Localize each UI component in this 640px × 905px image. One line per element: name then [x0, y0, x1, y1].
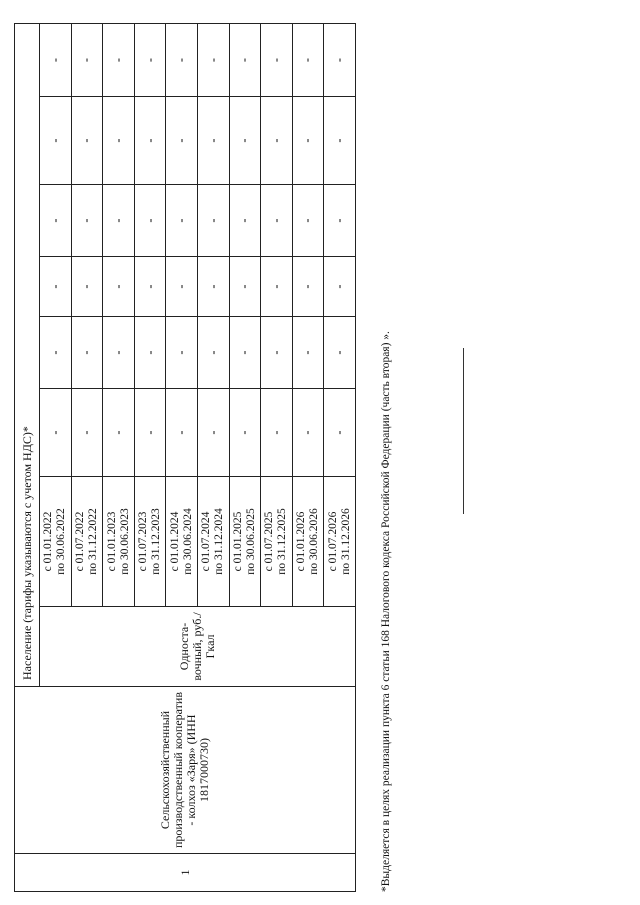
- tariff-value-cell: -: [324, 97, 356, 185]
- tariff-value-cell: -: [166, 23, 198, 96]
- tariff-value-cell: -: [166, 185, 198, 257]
- tariff-value-cell: -: [40, 23, 72, 96]
- tariff-value-cell: -: [71, 257, 103, 317]
- tariff-value-cell: -: [197, 185, 229, 257]
- tariff-value-cell: -: [261, 389, 293, 477]
- tariff-value-cell: -: [197, 317, 229, 389]
- tariff-value-cell: -: [40, 317, 72, 389]
- tariff-value-cell: -: [324, 389, 356, 477]
- tariff-value-cell: -: [71, 97, 103, 185]
- tariff-value-cell: -: [71, 23, 103, 96]
- tariff-value-cell: -: [261, 257, 293, 317]
- tariff-value-cell: -: [134, 317, 166, 389]
- period-to: по 31.12.2023: [150, 508, 163, 575]
- tariff-value-cell: -: [229, 317, 261, 389]
- section-header: Население (тарифы указываются с учетом НДС)*: [15, 23, 40, 686]
- period-to: по 31.12.2022: [86, 508, 99, 575]
- period-cell: [71, 477, 103, 607]
- tariff-value-cell: -: [261, 317, 293, 389]
- tariff-value-cell: -: [229, 185, 261, 257]
- tariff-value-cell: -: [166, 317, 198, 389]
- tariff-value-cell: -: [103, 257, 135, 317]
- tariff-value-cell: -: [40, 97, 72, 185]
- period-cell: [261, 477, 293, 607]
- organization-name: Сельскохозяйственный производственный кооператив - колхоз «Заря» (ИНН 1817000730): [15, 687, 356, 854]
- signature-rule: [463, 348, 464, 514]
- period-from: с 01.07.2023: [137, 511, 150, 572]
- period-cell: [166, 477, 198, 607]
- period-from: с 01.07.2025: [263, 511, 276, 572]
- period-to: по 30.06.2024: [181, 508, 194, 575]
- tariff-value-cell: -: [292, 317, 324, 389]
- header-row: [15, 23, 40, 891]
- period-from: с 01.01.2025: [231, 511, 244, 572]
- tariff-value-cell: -: [324, 317, 356, 389]
- tariff-value-cell: -: [261, 23, 293, 96]
- tariff-value-cell: -: [166, 257, 198, 317]
- tariff-value-cell: -: [134, 97, 166, 185]
- period-from: с 01.01.2026: [294, 511, 307, 572]
- tariff-value-cell: -: [103, 389, 135, 477]
- tariff-value-cell: -: [103, 97, 135, 185]
- tariff-value-cell: -: [229, 97, 261, 185]
- tariff-value-cell: -: [292, 23, 324, 96]
- tariff-value-cell: -: [229, 389, 261, 477]
- rotated-table-container: [14, 24, 356, 892]
- period-to: по 30.06.2025: [244, 508, 257, 575]
- period-from: с 01.01.2023: [105, 511, 118, 572]
- tariff-table: [14, 23, 356, 892]
- period-from: с 01.07.2024: [200, 511, 213, 572]
- unit-cell: Односта-вочный, руб./Гкал: [40, 607, 356, 687]
- tariff-value-cell: -: [40, 389, 72, 477]
- tariff-value-cell: -: [166, 97, 198, 185]
- tariff-value-cell: -: [197, 97, 229, 185]
- period-to: по 30.06.2023: [118, 508, 131, 575]
- tariff-value-cell: -: [40, 185, 72, 257]
- tariff-value-cell: -: [292, 389, 324, 477]
- period-cell: [134, 477, 166, 607]
- tariff-value-cell: -: [324, 23, 356, 96]
- period-to: по 31.12.2025: [276, 508, 289, 575]
- tariff-value-cell: -: [324, 257, 356, 317]
- tariff-value-cell: -: [103, 317, 135, 389]
- tariff-value-cell: -: [103, 23, 135, 96]
- tariff-value-cell: -: [71, 389, 103, 477]
- tariff-value-cell: -: [134, 23, 166, 96]
- tariff-value-cell: -: [134, 185, 166, 257]
- period-to: по 30.06.2022: [55, 508, 68, 575]
- tariff-value-cell: -: [71, 317, 103, 389]
- tariff-value-cell: -: [261, 97, 293, 185]
- period-cell: [229, 477, 261, 607]
- tariff-value-cell: -: [229, 23, 261, 96]
- tariff-value-cell: -: [261, 185, 293, 257]
- period-cell: [324, 477, 356, 607]
- period-cell: [292, 477, 324, 607]
- tariff-value-cell: -: [134, 257, 166, 317]
- period-to: по 31.12.2026: [339, 508, 352, 575]
- footnote: *Выделяется в целях реализации пункта 6 статьи 168 Налогового кодекса Российской Федерации (часть вторая) ».: [380, 331, 392, 892]
- tariff-value-cell: -: [197, 23, 229, 96]
- period-cell: [40, 477, 72, 607]
- period-to: по 31.12.2024: [213, 508, 226, 575]
- tariff-value-cell: -: [197, 257, 229, 317]
- tariff-value-cell: -: [229, 257, 261, 317]
- period-cell: [103, 477, 135, 607]
- period-cell: [197, 477, 229, 607]
- row-number: 1: [15, 854, 356, 892]
- tariff-value-cell: -: [324, 185, 356, 257]
- period-to: по 30.06.2026: [307, 508, 320, 575]
- period-from: с 01.07.2022: [73, 511, 86, 572]
- tariff-value-cell: -: [292, 257, 324, 317]
- period-from: с 01.01.2022: [42, 511, 55, 572]
- tariff-value-cell: -: [103, 185, 135, 257]
- period-from: с 01.07.2026: [326, 511, 339, 572]
- period-from: с 01.01.2024: [168, 511, 181, 572]
- tariff-value-cell: -: [71, 185, 103, 257]
- tariff-value-cell: -: [166, 389, 198, 477]
- tariff-value-cell: -: [40, 257, 72, 317]
- tariff-value-cell: -: [197, 389, 229, 477]
- tariff-value-cell: -: [292, 185, 324, 257]
- tariff-value-cell: -: [292, 97, 324, 185]
- tariff-value-cell: -: [134, 389, 166, 477]
